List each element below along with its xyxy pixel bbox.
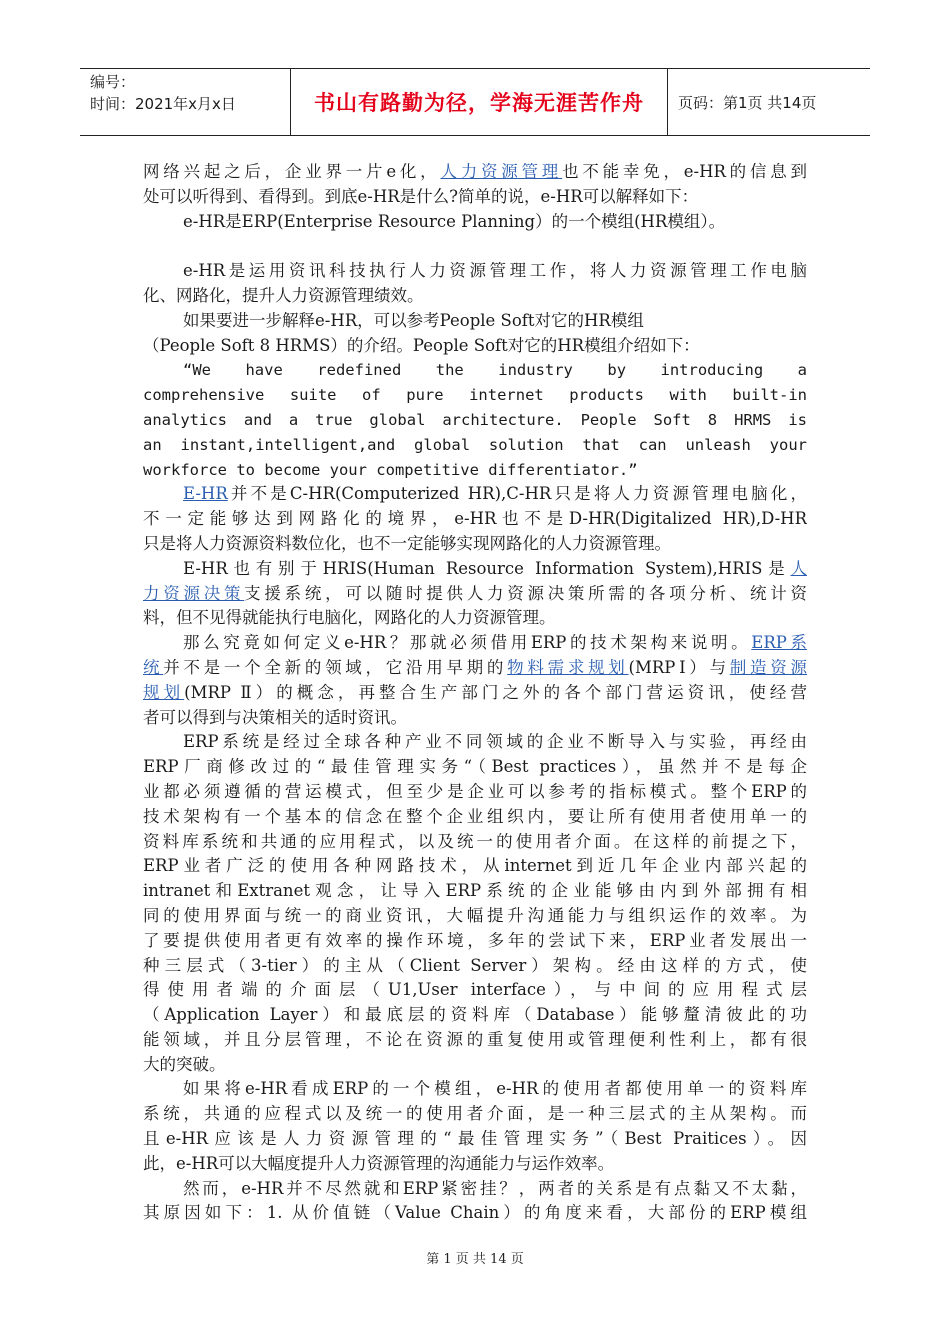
text-line: 大的突破。 bbox=[143, 1054, 226, 1074]
link-hr-management[interactable]: 人力资源管理 bbox=[440, 162, 563, 181]
header-meta bbox=[80, 69, 290, 135]
text-line: e-HR是运用资讯科技执行人力资源管理工作，将人力资源管理工作电脑 bbox=[183, 261, 807, 281]
quote-line: analytics and a true global architecture. People Soft 8 HRMS is bbox=[143, 410, 807, 429]
quote-line: comprehensive suite of pure internet products with built-in bbox=[143, 386, 807, 405]
text-line: 得使用者端的介面层（U1,User interface），与中间的应用程式层 bbox=[143, 980, 807, 1000]
text-line: 此，e-HR可以大幅度提升人力资源管理的沟通能力与运作效率。 bbox=[143, 1153, 615, 1173]
text-line: 系统，共通的应程式以及统一的使用者介面，是一种三层式的主从架构。而 bbox=[143, 1104, 807, 1124]
text-line: 了要提供使用者更有效率的操作环境，多年的尝试下来，ERP业者发展出一 bbox=[143, 930, 807, 950]
text-line: 力资源决策支援系统，可以随时提供人力资源决策所需的各项分析、统计资 bbox=[143, 583, 807, 603]
text-line: 种三层式（3-tier）的主从（Client Server）架构。经由这样的方式，使 bbox=[143, 955, 807, 975]
text-line: 如果要进一步解释e-HR，可以参考People Soft对它的HR模组 bbox=[183, 310, 644, 330]
header-time: 时间：2021年x月x日 bbox=[90, 95, 236, 113]
text-line: e-HR是ERP(Enterprise Resource Planning）的一个模组(HR模组）。 bbox=[183, 211, 726, 231]
text-line: 同的使用界面与统一的商业资讯，大幅提升沟通能力与组织运作的效率。为 bbox=[143, 905, 807, 925]
text-line: （Application Layer）和最底层的资料库（Database）能够釐清彼此的功 bbox=[143, 1005, 807, 1025]
link-hr-decision-cont[interactable]: 力资源决策 bbox=[143, 583, 245, 603]
link-e-hr[interactable]: E-HR bbox=[183, 484, 228, 504]
quote-line: “We have redefined the industry by introducing a bbox=[183, 361, 807, 380]
text-line: 处可以听得到、看得到。到底e-HR是什么?简单的说，e-HR可以解释如下： bbox=[143, 186, 699, 206]
text-line: ERP系统是经过全球各种产业不同领域的企业不断导入与实验，再经由 bbox=[183, 732, 807, 752]
text-line: （People Soft 8 HRMS）的介绍。People Soft对它的HR模组介绍如下： bbox=[143, 335, 700, 355]
link-erp-system-cont[interactable]: 统 bbox=[143, 657, 164, 677]
header-motto: 书山有路勤为径，学海无涯苦作舟 bbox=[290, 69, 668, 135]
text-line: ERP厂商修改过的“最佳管理实务“（Best practices），虽然并不是每企 bbox=[143, 757, 807, 777]
blank-line bbox=[143, 234, 807, 259]
text-line: 资料库系统和共通的应用程式，以及统一的使用者介面。在这样的前提之下， bbox=[143, 831, 807, 851]
text-line: intranet和Extranet观念，让导入ERP系统的企业能够由内到外部拥有相 bbox=[143, 881, 807, 901]
document-body bbox=[143, 160, 807, 1226]
text-line: 如果将e-HR看成ERP的一个模组，e-HR的使用者都使用单一的资料库 bbox=[183, 1079, 807, 1099]
quote-line: an instant,intelligent,and global solution that can unleash your bbox=[143, 435, 807, 454]
link-mrp[interactable]: 物料需求规划 bbox=[507, 657, 629, 677]
text-line: 业都必须遵循的营运模式，但至少是企业可以参考的指标模式。整个ERP的 bbox=[143, 781, 807, 801]
text-line: 其原因如下：1. 从价值链（Value Chain）的角度来看，大部份的ERP模组 bbox=[143, 1203, 807, 1223]
text-line: 规划(MRP Ⅱ）的概念，再整合生产部门之外的各个部门营运资讯，使经营 bbox=[143, 682, 807, 702]
text-line: 网络兴起之后，企业界一片e化，人力资源管理也不能幸免，e-HR的信息到 bbox=[143, 162, 807, 181]
page-footer: 第 1 页 共 14 页 bbox=[426, 1252, 524, 1267]
text-line: 者可以得到与决策相关的适时资讯。 bbox=[143, 707, 407, 727]
link-erp-system[interactable]: ERP系 bbox=[751, 633, 807, 653]
quote-line: workforce to become your competitive differentiator.” bbox=[143, 460, 638, 479]
page-header bbox=[80, 68, 870, 136]
link-hr-decision[interactable]: 人 bbox=[790, 558, 807, 578]
text-line: 不一定能够达到网路化的境界，e-HR也不是D-HR(Digitalized HR),D-HR bbox=[143, 509, 807, 529]
text-line: ERP业者广泛的使用各种网路技术，从internet到近几年企业内部兴起的 bbox=[143, 856, 807, 876]
header-page-number: 页码：第1页 共14页 bbox=[678, 93, 817, 112]
text-line: E-HR也有别于HRIS(Human Resource Information System),HRIS是人 bbox=[183, 558, 807, 578]
header-number: 编号： bbox=[90, 73, 136, 91]
text-line: 然而，e-HR并不尽然就和ERP紧密挂？，两者的关系是有点黏又不太黏， bbox=[183, 1178, 807, 1198]
text-line: 能领域，并且分层管理，不论在资源的重复使用或管理便利性利上，都有很 bbox=[143, 1029, 807, 1049]
text-line: 那么究竟如何定义e-HR？那就必须借用ERP的技术架构来说明。ERP系 bbox=[183, 633, 807, 653]
text-line: 只是将人力资源资料数位化，也不一定能够实现网路化的人力资源管理。 bbox=[143, 533, 671, 553]
text-line: 统并不是一个全新的领域，它沿用早期的物料需求规划(MRPⅠ）与制造资源 bbox=[143, 657, 807, 677]
link-manufacturing-resource[interactable]: 制造资源 bbox=[729, 657, 807, 677]
text-line: 且e-HR应该是人力资源管理的“最佳管理实务”（Best Praitices）。因 bbox=[143, 1129, 807, 1149]
link-manufacturing-resource-cont[interactable]: 规划 bbox=[143, 682, 185, 702]
text-line: 技术架构有一个基本的信念在整个企业组织内，要让所有使用者使用单一的 bbox=[143, 806, 807, 826]
text-line: E-HR并不是C-HR(Computerized HR),C-HR只是将人力资源管理电脑化， bbox=[183, 484, 807, 504]
text-line: 化、网路化，提升人力资源管理绩效。 bbox=[143, 285, 424, 305]
text-line: 料，但不见得就能执行电脑化，网路化的人力资源管理。 bbox=[143, 608, 556, 628]
